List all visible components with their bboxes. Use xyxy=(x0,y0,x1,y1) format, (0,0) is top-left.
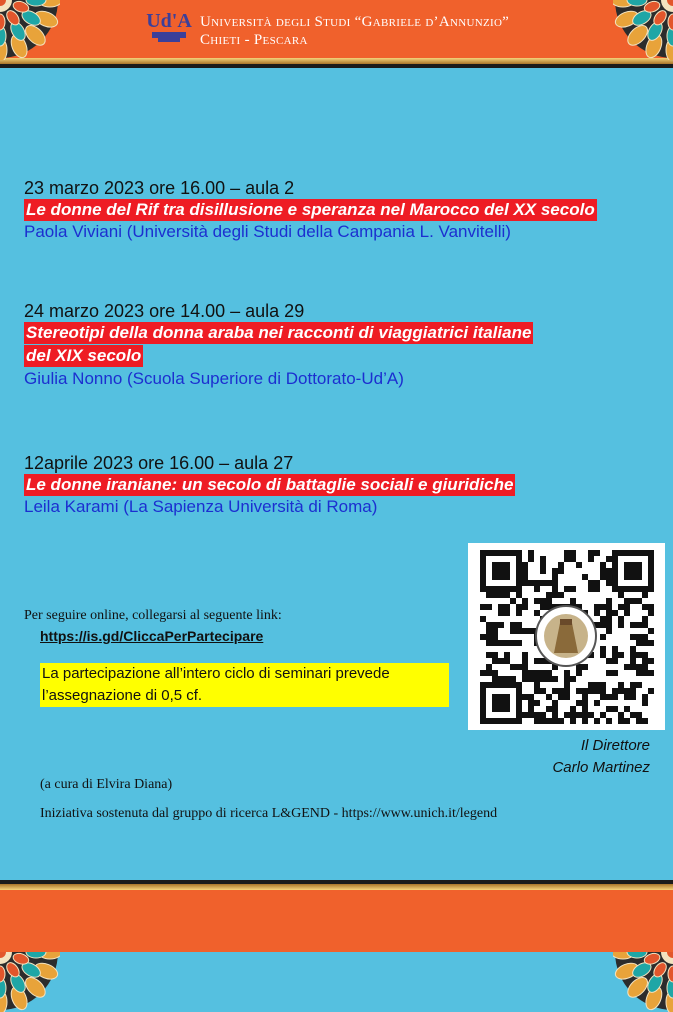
university-name-line2: Chieti - Pescara xyxy=(200,31,509,49)
seminar-title: Le donne iraniane: un secolo di battaglie sociali e giuridiche xyxy=(24,474,515,496)
seminar-title: Le donne del Rif tra disillusione e speranza nel Marocco del XX secolo xyxy=(24,199,597,221)
mandala-ornament-top-left xyxy=(0,0,60,60)
svg-text:Ud'A: Ud'A xyxy=(146,10,192,32)
signature-role: Il Direttore xyxy=(520,735,650,757)
seminar-date: 23 marzo 2023 ore 16.00 – aula 2 xyxy=(24,177,597,199)
seminar-2 xyxy=(24,300,533,390)
mandala-ornament-top-right xyxy=(613,0,673,60)
seminar-title-line1: Stereotipi della donna araba nei racconti di viaggiatrici italiane xyxy=(24,322,533,344)
university-name xyxy=(200,13,509,49)
signature-block xyxy=(520,735,650,779)
credit-note: La partecipazione all’intero ciclo di seminari prevede l’assegnazione di 0,5 cf. xyxy=(40,663,449,707)
seminar-speaker: Leila Karami (La Sapienza Università di Roma) xyxy=(24,496,515,518)
seminar-speaker: Giulia Nonno (Scuola Superiore di Dottorato-Ud’A) xyxy=(24,368,533,390)
seminar-3 xyxy=(24,452,515,518)
seminar-title-line2: del XIX secolo xyxy=(24,345,143,367)
signature-name: Carlo Martinez xyxy=(520,757,650,779)
online-link[interactable]: https://is.gd/CliccaPerPartecipare xyxy=(40,628,263,644)
footer-banner xyxy=(0,890,673,952)
university-logo xyxy=(146,6,192,44)
curator-note: (a cura di Elvira Diana) xyxy=(40,777,172,793)
qr-code[interactable] xyxy=(468,543,665,730)
seminar-1 xyxy=(24,177,597,243)
seminar-date: 12aprile 2023 ore 16.00 – aula 27 xyxy=(24,452,515,474)
seminar-speaker: Paola Viviani (Università degli Studi della Campania L. Vanvitelli) xyxy=(24,221,597,243)
university-name-line1: Università degli Studi “Gabriele d’Annunzio” xyxy=(200,13,509,31)
header-dark-stripe xyxy=(0,64,673,68)
support-note: Iniziativa sostenuta dal gruppo di ricerca L&GEND - https://www.unich.it/legend xyxy=(40,806,497,822)
seminar-date: 24 marzo 2023 ore 14.00 – aula 29 xyxy=(24,300,533,322)
online-instructions: Per seguire online, collegarsi al seguente link: xyxy=(24,608,282,624)
